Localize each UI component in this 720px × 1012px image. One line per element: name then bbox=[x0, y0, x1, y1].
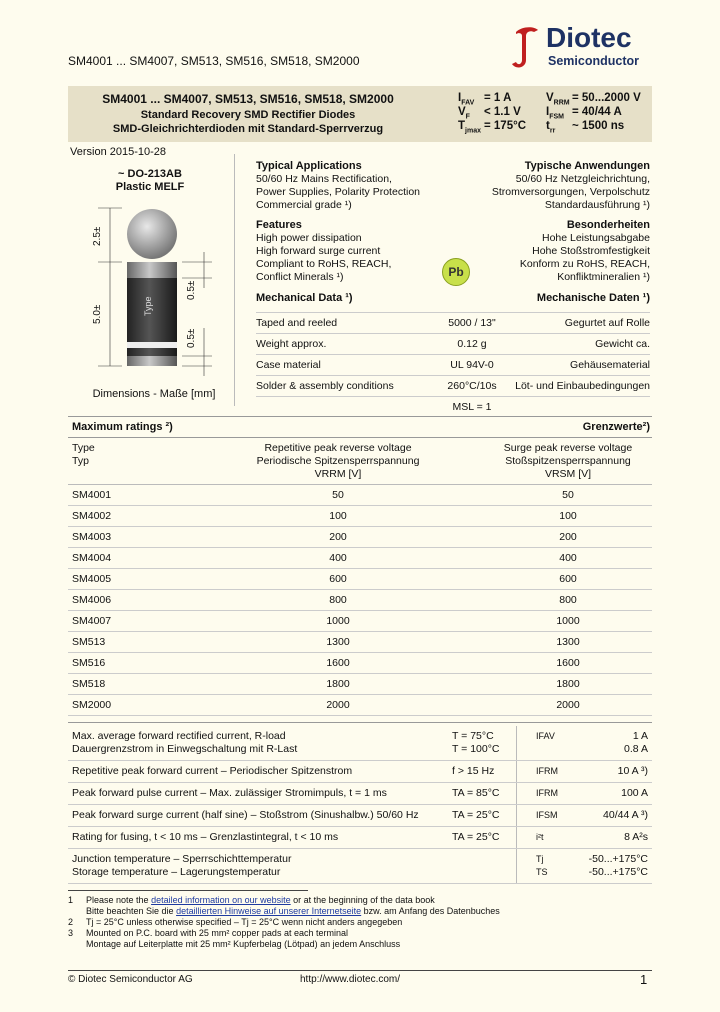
key-symbol bbox=[458, 106, 470, 120]
dim-2-5: 2.5± bbox=[92, 226, 103, 246]
type-cell: SM4004 bbox=[72, 552, 112, 564]
table-row bbox=[68, 569, 652, 590]
key-value: = 1 A bbox=[484, 92, 512, 104]
footnote-post: bzw. am Anfang des Datenbuches bbox=[361, 906, 500, 916]
rating-row bbox=[68, 726, 652, 761]
rating-desc: Storage temperature – Lagerungstemperatur bbox=[72, 866, 281, 878]
rating-symbol: TS bbox=[536, 867, 548, 877]
rating-symbol: IFRM bbox=[536, 788, 558, 798]
col-rep-label: VRRM [V] bbox=[314, 468, 362, 480]
rating-cond: TA = 25°C bbox=[452, 809, 500, 821]
footnote-text bbox=[86, 906, 500, 917]
dimensions-caption: Dimensions - Maße [mm] bbox=[92, 388, 216, 400]
line-en: Power Supplies, Polarity Protection bbox=[256, 186, 420, 198]
rating-cond: TA = 85°C bbox=[452, 787, 500, 799]
footnote-pre: Bitte beachten Sie die bbox=[86, 906, 177, 916]
rating-divider bbox=[516, 761, 517, 782]
page-number: 1 bbox=[640, 972, 648, 987]
vrrm-cell: 100 bbox=[329, 510, 347, 522]
footnote-link[interactable]: detailed information on our website bbox=[151, 895, 291, 905]
col-surge-label: Stoßspitzensperrspannung bbox=[505, 455, 631, 467]
mechanical-title-en: Mechanical Data ¹) bbox=[256, 292, 353, 304]
line-en: 50/60 Hz Mains Rectification, bbox=[256, 173, 392, 185]
col-surge-label: Surge peak reverse voltage bbox=[503, 442, 633, 454]
type-cell: SM2000 bbox=[72, 699, 112, 711]
type-cell: SM518 bbox=[72, 678, 106, 690]
melf-package-drawing bbox=[92, 196, 222, 382]
section-title-en: Features bbox=[256, 219, 302, 231]
table-row bbox=[68, 506, 652, 527]
rating-desc: Rating for fusing, t < 10 ms – Grenzlastintegral, t < 10 ms bbox=[72, 831, 339, 843]
table-row bbox=[68, 632, 652, 653]
section-line bbox=[256, 245, 650, 258]
vrrm-cell: 1000 bbox=[326, 615, 350, 627]
vrrm-cell: 800 bbox=[329, 594, 347, 606]
separator bbox=[68, 416, 652, 417]
vrrm-cell: 1800 bbox=[326, 678, 350, 690]
logo-sub: Semiconductor bbox=[548, 54, 639, 68]
key-sym-2: V bbox=[546, 92, 554, 104]
footnote-pre: Montage auf Leiterplatte mit 25 mm² Kupferbelag (Lötpad) an jedem Anschluss bbox=[86, 939, 401, 949]
version: Version 2015-10-28 bbox=[70, 146, 167, 158]
info-column bbox=[256, 160, 650, 417]
rating-desc: Junction temperature – Sperrschichttemperatur bbox=[72, 853, 292, 865]
rating-divider bbox=[516, 827, 517, 848]
rating-cond: TA = 25°C bbox=[452, 831, 500, 843]
rating-row bbox=[68, 783, 652, 805]
col-rep-header bbox=[208, 442, 468, 481]
vrrm-cell: 200 bbox=[329, 531, 347, 543]
col-type-label: Typ bbox=[72, 455, 89, 467]
rating-symbol: Tj bbox=[536, 854, 544, 864]
footnote-link[interactable]: detaillierten Hinweise auf unserer Internetseite bbox=[176, 906, 362, 916]
spacer bbox=[256, 212, 650, 219]
rating-value: 1 A bbox=[632, 730, 648, 742]
vrsm-cell: 2000 bbox=[556, 699, 580, 711]
footnote-text bbox=[86, 939, 400, 950]
title-parts: SM4001 ... SM4007, SM513, SM516, SM518, SM2000 bbox=[102, 92, 394, 106]
line-de: 50/60 Hz Netzgleichrichtung, bbox=[515, 173, 650, 185]
table-row bbox=[68, 611, 652, 632]
package-body-type-label: Type bbox=[143, 296, 153, 316]
key-value: = 175°C bbox=[484, 120, 527, 132]
col-rep-label: Repetitive peak reverse voltage bbox=[264, 442, 412, 454]
rating-symbol: IFSM bbox=[536, 810, 558, 820]
key-sub-2: FSM bbox=[549, 113, 564, 121]
key-sub-2: RRM bbox=[553, 99, 570, 107]
key-sym-2: I bbox=[546, 106, 550, 118]
pb-label: Pb bbox=[448, 265, 464, 279]
type-cell: SM4003 bbox=[72, 531, 112, 543]
footnote bbox=[68, 917, 652, 928]
col-type-label: Type bbox=[72, 442, 95, 454]
col-surge-header bbox=[438, 442, 698, 481]
rating-row bbox=[68, 849, 652, 884]
key-symbol-2 bbox=[546, 92, 570, 106]
footnote bbox=[68, 906, 652, 917]
footnote bbox=[68, 928, 652, 939]
key-value-2: ~ 1500 ns bbox=[572, 120, 625, 132]
mech-label-en: Solder & assembly conditions bbox=[256, 380, 394, 392]
col-surge-label: VRSM [V] bbox=[544, 468, 592, 480]
key-params bbox=[458, 92, 658, 134]
rating-cond: f > 15 Hz bbox=[452, 765, 495, 777]
mechanical-row bbox=[256, 312, 650, 333]
key-sym: I bbox=[458, 92, 462, 104]
vrsm-cell: 400 bbox=[559, 552, 577, 564]
footnote-text bbox=[86, 928, 348, 939]
footnote-number: 3 bbox=[68, 928, 74, 938]
mech-value: 260°C/10s bbox=[447, 380, 497, 392]
key-value-2: = 50...2000 V bbox=[572, 92, 641, 104]
key-symbol bbox=[458, 92, 474, 106]
vrsm-cell: 100 bbox=[559, 510, 577, 522]
package-name: ~ DO-213AB bbox=[118, 168, 182, 180]
line-en: High forward surge current bbox=[256, 245, 381, 257]
vrrm-cell: 2000 bbox=[326, 699, 350, 711]
key-sub: F bbox=[465, 113, 470, 121]
line-de: Konform zu RoHS, REACH, bbox=[519, 258, 650, 270]
key-param-row bbox=[458, 106, 658, 120]
mechanical-title-de: Mechanische Daten ¹) bbox=[536, 292, 650, 304]
mech-value: 5000 / 13" bbox=[448, 317, 496, 329]
line-en: High power dissipation bbox=[256, 232, 362, 244]
separator bbox=[68, 437, 652, 438]
type-cell: SM516 bbox=[72, 657, 106, 669]
mech-label-en: Taped and reeled bbox=[256, 317, 338, 329]
table-row bbox=[68, 590, 652, 611]
rating-cond: T = 75°C bbox=[452, 730, 494, 742]
title-de: SMD-Gleichrichterdioden mit Standard-Sperrverzug bbox=[112, 123, 384, 135]
ratings-table bbox=[68, 726, 652, 884]
section-title-de: Typische Anwendungen bbox=[524, 160, 650, 172]
type-cell: SM513 bbox=[72, 636, 106, 648]
table-row bbox=[68, 485, 652, 506]
line-en: Conflict Minerals ¹) bbox=[256, 271, 344, 283]
rating-desc: Peak forward surge current (half sine) – Stoßstrom (Sinushalbw.) 50/60 Hz bbox=[72, 809, 419, 821]
line-de: Standardausführung ¹) bbox=[544, 199, 650, 211]
mech-label-en: Case material bbox=[256, 359, 321, 371]
vrrm-cell: 1600 bbox=[326, 657, 350, 669]
vrsm-cell: 200 bbox=[559, 531, 577, 543]
rating-value: 0.8 A bbox=[624, 743, 648, 755]
footer-rule bbox=[68, 970, 652, 971]
dim-5-0: 5.0± bbox=[92, 304, 103, 324]
mechanical-row bbox=[256, 354, 650, 375]
type-cell: SM4007 bbox=[72, 615, 112, 627]
mech-label-en: Weight approx. bbox=[256, 338, 327, 350]
footnotes bbox=[68, 895, 652, 950]
vrrm-cell: 600 bbox=[329, 573, 347, 585]
rating-value: 40/44 A ³) bbox=[603, 809, 648, 821]
section-header bbox=[256, 160, 650, 173]
table-row bbox=[68, 548, 652, 569]
footnote-post: or at the beginning of the data book bbox=[290, 895, 435, 905]
key-sub: jmax bbox=[465, 127, 481, 135]
mech-value: 0.12 g bbox=[457, 338, 487, 350]
title-en: Standard Recovery SMD Rectifier Diodes bbox=[140, 109, 356, 121]
section-line bbox=[256, 186, 650, 199]
col-type-header bbox=[72, 442, 95, 468]
footnote-pre: Tj = 25°C unless otherwise specified – Tj = 25°C wenn nicht anders angegeben bbox=[86, 917, 403, 927]
rating-value: 100 A bbox=[621, 787, 648, 799]
section-line bbox=[256, 232, 650, 245]
mechanical-row bbox=[256, 396, 650, 417]
vrrm-cell: 1300 bbox=[326, 636, 350, 648]
col-rep-label: Periodische Spitzensperrspannung bbox=[256, 455, 420, 467]
rating-row bbox=[68, 827, 652, 849]
rating-desc: Max. average forward rectified current, R-load bbox=[72, 730, 286, 742]
key-symbol-2 bbox=[546, 106, 564, 120]
line-en: Commercial grade ¹) bbox=[256, 199, 352, 211]
key-sym: V bbox=[458, 106, 466, 118]
footnote bbox=[68, 939, 652, 950]
key-sub-2: rr bbox=[549, 127, 556, 135]
rating-cond: T = 100°C bbox=[452, 743, 500, 755]
rating-row bbox=[68, 761, 652, 783]
key-sub: FAV bbox=[461, 99, 475, 107]
section-header bbox=[256, 292, 650, 312]
table-row bbox=[68, 674, 652, 695]
mech-label-de: Gewicht ca. bbox=[595, 338, 650, 350]
mech-label-de: Löt- und Einbaubedingungen bbox=[515, 380, 650, 392]
rating-divider bbox=[516, 805, 517, 826]
vrsm-cell: 600 bbox=[559, 573, 577, 585]
mech-label-de: Gehäusematerial bbox=[570, 359, 650, 371]
key-sym: T bbox=[458, 120, 466, 132]
dim-0-5-bottom: 0.5± bbox=[186, 328, 197, 348]
key-symbol bbox=[458, 120, 481, 134]
mechanical-row bbox=[256, 333, 650, 354]
section-title-de: Besonderheiten bbox=[566, 219, 650, 231]
vrsm-cell: 1800 bbox=[556, 678, 580, 690]
rating-symbol: i²t bbox=[536, 832, 544, 842]
max-ratings-table bbox=[68, 440, 652, 716]
vrsm-cell: 1300 bbox=[556, 636, 580, 648]
type-cell: SM4005 bbox=[72, 573, 112, 585]
rating-value: -50...+175°C bbox=[588, 866, 648, 878]
vrrm-cell: 50 bbox=[332, 489, 344, 501]
rating-symbol: IFAV bbox=[536, 731, 555, 741]
dim-0-5-top: 0.5± bbox=[186, 280, 197, 300]
footnote-number: 2 bbox=[68, 917, 74, 927]
vrrm-cell: 400 bbox=[329, 552, 347, 564]
key-sym-2: t bbox=[546, 120, 550, 132]
footnote-text bbox=[86, 895, 435, 906]
line-de: Stromversorgungen, Verpolschutz bbox=[491, 186, 650, 198]
mech-value: UL 94V-0 bbox=[450, 359, 494, 371]
footer-url[interactable]: http://www.diotec.com/ bbox=[300, 974, 401, 985]
rating-value: 10 A ³) bbox=[617, 765, 648, 777]
footer-company: © Diotec Semiconductor AG bbox=[68, 974, 193, 985]
mech-value: MSL = 1 bbox=[452, 401, 492, 413]
line-de: Hohe Stoßstromfestigkeit bbox=[532, 245, 650, 257]
mech-label-de: Gegurtet auf Rolle bbox=[564, 317, 650, 329]
key-symbol-2 bbox=[546, 120, 555, 134]
pb-free-icon bbox=[442, 258, 470, 286]
type-cell: SM4006 bbox=[72, 594, 112, 606]
max-ratings-title: Maximum ratings ²) bbox=[72, 421, 173, 433]
diotec-logo bbox=[508, 22, 658, 72]
rating-desc: Dauergrenzstrom in Einwegschaltung mit R-Last bbox=[72, 743, 298, 755]
rating-desc: Repetitive peak forward current – Periodischer Spitzenstrom bbox=[72, 765, 353, 777]
vrsm-cell: 1600 bbox=[556, 657, 580, 669]
separator bbox=[68, 722, 652, 723]
footnote-rule bbox=[68, 890, 308, 891]
type-cell: SM4002 bbox=[72, 510, 112, 522]
vrsm-cell: 1000 bbox=[556, 615, 580, 627]
key-param-row bbox=[458, 92, 658, 106]
section-line bbox=[256, 173, 650, 186]
package-divider bbox=[234, 154, 235, 406]
rating-divider bbox=[516, 726, 517, 760]
section-line bbox=[256, 199, 650, 212]
table-row bbox=[68, 695, 652, 716]
diotec-logo-mark-icon bbox=[508, 24, 544, 72]
key-param-row bbox=[458, 120, 658, 134]
footnote bbox=[68, 895, 652, 906]
rating-row bbox=[68, 805, 652, 827]
vrsm-cell: 800 bbox=[559, 594, 577, 606]
package-type: Plastic MELF bbox=[115, 181, 185, 193]
footnote-number: 1 bbox=[68, 895, 74, 905]
line-de: Konfliktmineralien ¹) bbox=[557, 271, 650, 283]
type-cell: SM4001 bbox=[72, 489, 112, 501]
header-part-line: SM4001 ... SM4007, SM513, SM516, SM518, SM2000 bbox=[68, 54, 360, 68]
key-value-2: = 40/44 A bbox=[572, 106, 622, 118]
footnote-pre: Please note the bbox=[86, 895, 152, 905]
table-row bbox=[68, 653, 652, 674]
rating-desc: Peak forward pulse current – Max. zulässiger Stromimpuls, t = 1 ms bbox=[72, 787, 387, 799]
footnote-pre: Mounted on P.C. board with 25 mm² copper pads at each terminal bbox=[86, 928, 348, 938]
rating-divider bbox=[516, 783, 517, 804]
rating-symbol: IFRM bbox=[536, 766, 558, 776]
mechanical-row bbox=[256, 375, 650, 396]
max-table-header bbox=[68, 440, 652, 484]
footnote-text bbox=[86, 917, 402, 928]
logo-name: Diotec bbox=[546, 22, 632, 53]
table-row bbox=[68, 527, 652, 548]
section-header bbox=[256, 219, 650, 232]
rating-divider bbox=[516, 849, 517, 883]
vrsm-cell: 50 bbox=[562, 489, 574, 501]
grenzwerte-title: Grenzwerte²) bbox=[582, 421, 650, 433]
section-title-en: Typical Applications bbox=[256, 160, 362, 172]
line-en: Compliant to RoHS, REACH, bbox=[256, 258, 392, 270]
rating-value: 8 A²s bbox=[624, 831, 648, 843]
line-de: Hohe Leistungsabgabe bbox=[541, 232, 650, 244]
key-value: < 1.1 V bbox=[484, 106, 521, 118]
rating-value: -50...+175°C bbox=[588, 853, 648, 865]
